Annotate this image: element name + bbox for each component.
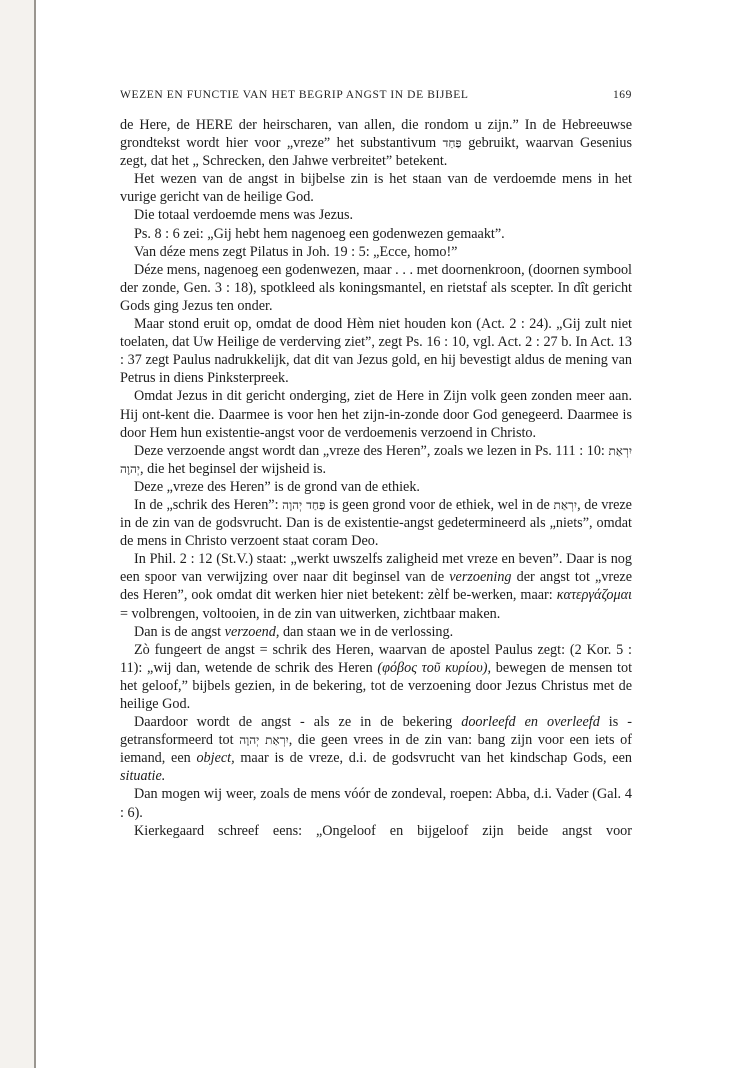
text-run: maar is de vreze, d.i. de godsvrucht van het kindschap Gods, een — [234, 750, 632, 767]
text-run: is geen grond voor de ethiek, wel in de — [325, 496, 554, 513]
text-run: Kierkegaard schreef eens: „Ongeloof en bijgeloof zijn beide angst voor — [134, 822, 632, 839]
text-run: = volbrengen, voltooien, in de zin van uitwerken, zichtbaar maken. — [120, 605, 501, 622]
paragraph — [120, 785, 632, 821]
paragraph — [120, 550, 632, 622]
text-run: de Here, de HERE der heirscharen, van allen, die rondom u zijn.” In de Hebreeuwse grondtekst wordt hier voor „vreze” het substantivum — [120, 117, 632, 152]
text-run: Zò fungeert de angst = schrik des Heren, waarvan de apostel Paulus zegt: (2 Kor. 5 : 11): „wij dan, wetende de schrik des Heren — [120, 641, 632, 676]
paragraph — [120, 387, 632, 441]
paragraph — [120, 206, 632, 224]
body-text — [120, 116, 632, 840]
italic-term: (φόβος τοῦ κυρίου), — [377, 659, 492, 676]
text-run: bewegen de mensen tot het geloof,” bijbels gezien, in de bekering, tot de verzoening door Jezus Christus met de heilige God. — [120, 659, 633, 712]
hebrew-term: יִרְאַת יְהוָה — [120, 443, 632, 476]
page-number: 169 — [612, 89, 632, 101]
hebrew-term: יִרְאַת — [553, 497, 578, 512]
italic-term: doorleefd en overleefd — [461, 714, 600, 731]
text-run: Dan is de angst — [134, 623, 225, 640]
text-run: Die totaal verdoemde mens was Jezus. — [134, 207, 354, 224]
paragraph — [120, 315, 632, 387]
paragraph — [120, 170, 632, 206]
paragraph — [120, 261, 632, 315]
italic-term: verzoend, — [224, 623, 280, 640]
text-run: Ps. 8 : 6 zei: „Gij hebt hem nagenoeg een godenwezen gemaakt”. — [134, 225, 505, 242]
italic-term: κατεργάζομαι — [556, 587, 632, 604]
text-run: dan staan we in de verlossing. — [279, 623, 454, 640]
text-run: In de „schrik des Heren”: — [134, 496, 283, 513]
paragraph — [120, 496, 632, 550]
running-header — [120, 89, 632, 101]
hebrew-term: פַּחַד — [442, 136, 462, 151]
hebrew-term: פַּחַד יְהוָה — [282, 497, 326, 512]
text-run: Deze verzoende angst wordt dan „vreze des Heren”, zoals we lezen in Ps. 111 : 10: — [134, 442, 609, 459]
text-run: Daardoor wordt de angst - als ze in de bekering — [134, 714, 462, 731]
paragraph — [120, 478, 632, 496]
text-run: , die geen vrees in de zin van: bang zijn voor een iets of iemand, een — [120, 732, 632, 767]
running-title: WEZEN EN FUNCTIE VAN HET BEGRIP ANGST IN DE BIJBEL — [120, 89, 469, 101]
text-run: In Phil. 2 : 12 (St.V.) staat: „werkt uwszelfs zaligheid met vreze en beven”. Daar is nog een spoor van verwijzing over naar dit beginsel van de — [120, 551, 632, 586]
italic-term: situatie. — [120, 768, 166, 785]
hebrew-term: יִרְאַת יְהוָה — [239, 733, 289, 748]
text-run: is - getransformeerd tot — [120, 714, 632, 749]
italic-term: verzoening — [449, 569, 512, 586]
text-run: Maar stond eruit op, omdat de dood Hèm niet houden kon (Act. 2 : 24). „Gij zult niet toelaten, dat Uw Heilige de verderving ziet”, zegt Ps. 16 : 10, vgl. Act. 2 : 27 b. In Act. 13 : 37 zegt Paulus nadrukkelijk, dat dit van Jezus gold, en hij bevestigt aldus de mening van Petrus in diens Pinksterpreek. — [120, 316, 632, 387]
paragraph — [120, 243, 632, 261]
text-run: gebruikt, waarvan Gesenius zegt, dat het „ Schrecken, den Jahwe verbreitet” betekent. — [120, 135, 632, 170]
text-run: , die het beginsel der wijsheid is. — [140, 460, 327, 477]
text-run: , de vreze in de zin van de godsvrucht. Dan is de existentie-angst gedetermineerd als „niets”, omdat de mens in Christo verzoent staat coram Deo. — [120, 496, 632, 550]
text-run: Het wezen van de angst in bijbelse zin is het staan van de verdoemde mens in het vurige gericht van de heilige God. — [120, 171, 632, 206]
italic-term: object, — [196, 750, 235, 767]
text-run: Van déze mens zegt Pilatus in Joh. 19 : 5: „Ecce, homo!” — [134, 243, 458, 260]
book-page — [34, 0, 738, 1068]
text-run: Omdat Jezus in dit gericht onderging, ziet de Here in Zijn volk geen zonden meer aan. Hij ont-kent die. Daarmee is voor hen het zijn-in-zonde door God genegeerd. Daarmee is door Hem hun existentie-angst voor de verdoemenis verzoend in Christo. — [120, 388, 632, 441]
text-run: Déze mens, nagenoeg een godenwezen, maar . . . met doornenkroon, (doornen symbool der zonde, Gen. 3 : 18), spotkleed als koningsmantel, en rietstaf als scepter. In dît gericht Gods ging Jezus ten onder. — [120, 261, 632, 314]
paragraph — [120, 623, 632, 641]
paragraph — [120, 116, 632, 170]
paragraph — [120, 225, 632, 243]
paragraph — [120, 442, 632, 478]
text-run: der angst tot „vreze des Heren”, ook omdat dit werken hier niet betekent: zèlf be-werken, maar: — [120, 569, 633, 604]
text-run: Deze „vreze des Heren” is de grond van de ethiek. — [134, 478, 420, 495]
paragraph — [120, 822, 632, 840]
paragraph — [120, 641, 632, 713]
paragraph — [120, 713, 632, 785]
text-run: Dan mogen wij weer, zoals de mens vóór de zondeval, roepen: Abba, d.i. Vader (Gal. 4 : 6). — [120, 786, 632, 821]
